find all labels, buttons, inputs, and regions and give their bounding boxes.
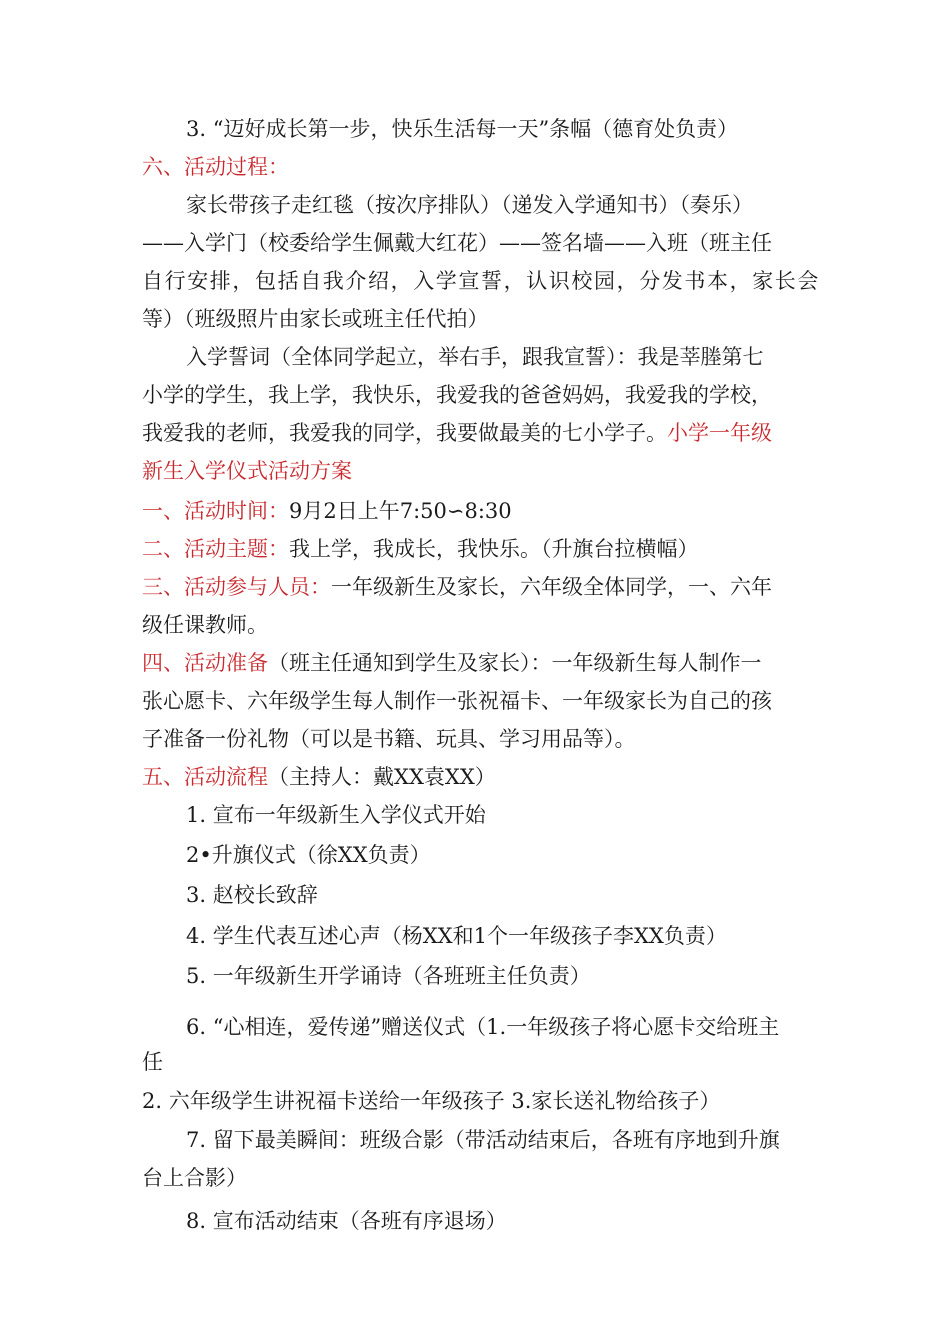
flow-item-continued: 任 (142, 1050, 163, 1074)
value-host: （主持人：戴XX袁XX） (268, 765, 496, 789)
flow-item: 5. 一年级新生开学诵诗（各班班主任负责） (186, 964, 591, 988)
paragraph-line: 子准备一份礼物（可以是书籍、玩具、学习用品等）。 (142, 727, 636, 751)
flow-item: 7. 留下最美瞬间：班级合影（带活动结束后，各班有序地到升旗 (186, 1128, 780, 1152)
flow-item: 6. “心相连，爱传递”赠送仪式（1.一年级孩子将心愿卡交给班主 (186, 1015, 780, 1039)
flow-item: 8. 宣布活动结束（各班有序退场） (186, 1209, 507, 1233)
value-theme: 我上学，我成长，我快乐。（升旗台拉横幅） (289, 537, 699, 561)
flow-item: 1. 宣布一年级新生入学仪式开始 (186, 803, 486, 827)
flow-item: 4. 学生代表互述心声（杨XX和1个一年级孩子李XX负责） (186, 924, 727, 948)
doc-title-start: 小学一年级 (667, 421, 772, 445)
activity-flow (142, 762, 496, 792)
item-banner: 3. “迈好成长第一步，快乐生活每一天”条幅（德育处负责） (186, 117, 739, 141)
label-participants: 三、活动参与人员： (142, 575, 331, 599)
paragraph-line: 级任课教师。 (142, 613, 268, 637)
activity-preparation (142, 648, 762, 678)
label-time: 一、活动时间： (142, 499, 289, 523)
flow-item: 2•升旗仪式（徐XX负责） (186, 843, 431, 867)
section-heading-process: 六、活动过程： (142, 155, 289, 179)
activity-time (142, 496, 512, 526)
label-theme: 二、活动主题： (142, 537, 289, 561)
oath-paragraph-line: 入学誓词（全体同学起立，举右手，跟我宣誓）：我是莘塍第七 (186, 345, 764, 369)
paragraph-line: 张心愿卡、六年级学生每人制作一张祝福卡、一年级家长为自己的孩 (142, 689, 772, 713)
flow-subitem: 2. 六年级学生讲祝福卡送给一年级孩子 3.家长送礼物给孩子） (142, 1089, 721, 1113)
activity-participants (142, 572, 772, 602)
value-time: 9月2日上午7:50∽8:30 (289, 499, 512, 523)
oath-text: 我爱我的老师，我爱我的同学，我要做最美的七小学子。 (142, 421, 667, 445)
oath-paragraph-line (142, 418, 772, 448)
value-participants: 一年级新生及家长，六年级全体同学，一、六年 (331, 575, 772, 599)
flow-item: 3. 赵校长致辞 (186, 883, 318, 907)
flow-item-continued: 台上合影） (142, 1166, 247, 1190)
label-flow: 五、活动流程 (142, 765, 268, 789)
oath-paragraph-line: 小学的学生，我上学，我快乐，我爱我的爸爸妈妈，我爱我的学校， (142, 383, 772, 407)
paragraph-line: 自行安排，包括自我介绍，入学宣誓，认识校园，分发书本，家长会 (142, 269, 820, 293)
paragraph-line: 等）（班级照片由家长或班主任代拍） (142, 307, 489, 331)
label-preparation: 四、活动准备 (142, 651, 268, 675)
activity-theme (142, 534, 699, 564)
paragraph-line: ——入学门（校委给学生佩戴大红花）——签名墙——入班（班主任 (142, 231, 772, 255)
value-preparation: （班主任通知到学生及家长）：一年级新生每人制作一 (268, 651, 762, 675)
doc-title: 新生入学仪式活动方案 (142, 459, 352, 483)
paragraph-line: 家长带孩子走红毯（按次序排队）（递发入学通知书）（奏乐） (186, 193, 753, 217)
